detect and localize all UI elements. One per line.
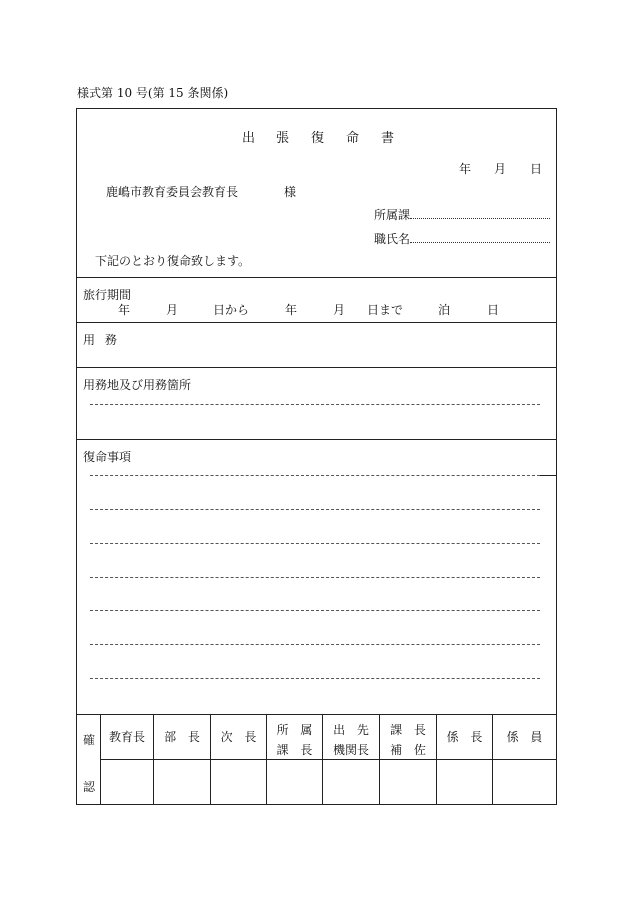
trip-period-label: 旅行期間 [83, 288, 132, 302]
trip-start-year: 年 [118, 303, 131, 317]
confirm-col-1-line1: 教育長 [108, 730, 145, 744]
report-line-4[interactable] [90, 577, 540, 578]
confirm-col-4-line1: 所 属 [276, 723, 313, 737]
trip-start-month: 月 [166, 303, 179, 317]
confirm-col-3-line1: 次 長 [220, 730, 257, 744]
confirm-col-header [380, 720, 436, 760]
report-edge-tick [540, 475, 557, 476]
divider-header [76, 277, 557, 278]
date-month-label: 月 [494, 162, 507, 176]
dept-underline[interactable] [410, 218, 550, 219]
confirm-label-bottom: 認 [83, 780, 96, 794]
form-box [76, 108, 557, 805]
confirm-col-6-line1: 課 長 [390, 723, 426, 737]
confirm-col-header [154, 729, 210, 745]
report-label: 復命事項 [83, 450, 132, 464]
title-char-3: 復 [311, 131, 325, 146]
title-char-5: 書 [381, 131, 395, 146]
trip-end-year: 年 [285, 303, 298, 317]
business-field[interactable] [120, 325, 550, 363]
stamp-cell-7[interactable] [437, 760, 492, 804]
confirm-col-7-line1: 係 長 [446, 730, 483, 744]
report-line-7[interactable] [90, 678, 540, 679]
confirm-col-header [323, 720, 379, 760]
report-line-5[interactable] [90, 610, 540, 611]
confirm-col-header [101, 729, 153, 745]
report-line-6[interactable] [90, 644, 540, 645]
confirm-col-header [211, 729, 266, 745]
stamp-cell-8[interactable] [493, 760, 556, 804]
stamp-cell-3[interactable] [211, 760, 266, 804]
divider-business [76, 367, 557, 368]
confirm-col-4-line2: 課 長 [276, 743, 313, 757]
confirm-col-8-line1: 係 員 [506, 730, 543, 744]
report-line-3[interactable] [90, 543, 540, 544]
confirm-label-top: 確 [83, 733, 96, 747]
date-year-label: 年 [459, 162, 472, 176]
report-line-1[interactable] [90, 475, 540, 476]
date-day-label: 日 [530, 162, 543, 176]
confirm-col-header [267, 720, 322, 760]
stamp-cell-2[interactable] [154, 760, 210, 804]
dept-label: 所属課 [374, 208, 411, 222]
name-label: 職氏名 [374, 232, 411, 246]
confirm-col-5-line1: 出 先 [333, 723, 369, 737]
title-char-4: 命 [346, 131, 360, 146]
form-number: 様式第 10 号(第 15 条関係) [77, 86, 229, 100]
trip-nights: 泊 [438, 303, 451, 317]
business-label: 用 務 [83, 333, 117, 347]
trip-start-day: 日から [213, 303, 250, 317]
confirm-col-2-line1: 部 長 [164, 730, 200, 744]
report-line-2[interactable] [90, 509, 540, 510]
destination-line[interactable] [90, 404, 540, 405]
stamp-cell-5[interactable] [323, 760, 379, 804]
title-char-1: 出 [242, 131, 256, 146]
confirm-col-5-line2: 機関長 [332, 743, 369, 757]
stamp-cell-1[interactable] [101, 760, 153, 804]
divider-destination [76, 439, 557, 440]
name-underline[interactable] [410, 242, 550, 243]
divider-period [76, 322, 557, 323]
confirm-col-header [493, 729, 556, 745]
title-char-2: 張 [276, 131, 290, 146]
trip-end-month: 月 [333, 303, 346, 317]
addressee: 鹿嶋市教育委員会教育長 [106, 185, 239, 199]
confirm-col-6-line2: 補 佐 [390, 743, 426, 757]
stamp-cell-4[interactable] [267, 760, 322, 804]
destination-label: 用務地及び用務箇所 [83, 378, 192, 392]
divider-report [76, 714, 557, 715]
stamp-cell-6[interactable] [380, 760, 436, 804]
trip-end-day: 日まで [367, 303, 404, 317]
confirm-col-header [437, 729, 492, 745]
addressee-suffix: 様 [284, 185, 297, 199]
statement: 下記のとおり復命致します。 [95, 254, 251, 268]
trip-days: 日 [487, 303, 500, 317]
